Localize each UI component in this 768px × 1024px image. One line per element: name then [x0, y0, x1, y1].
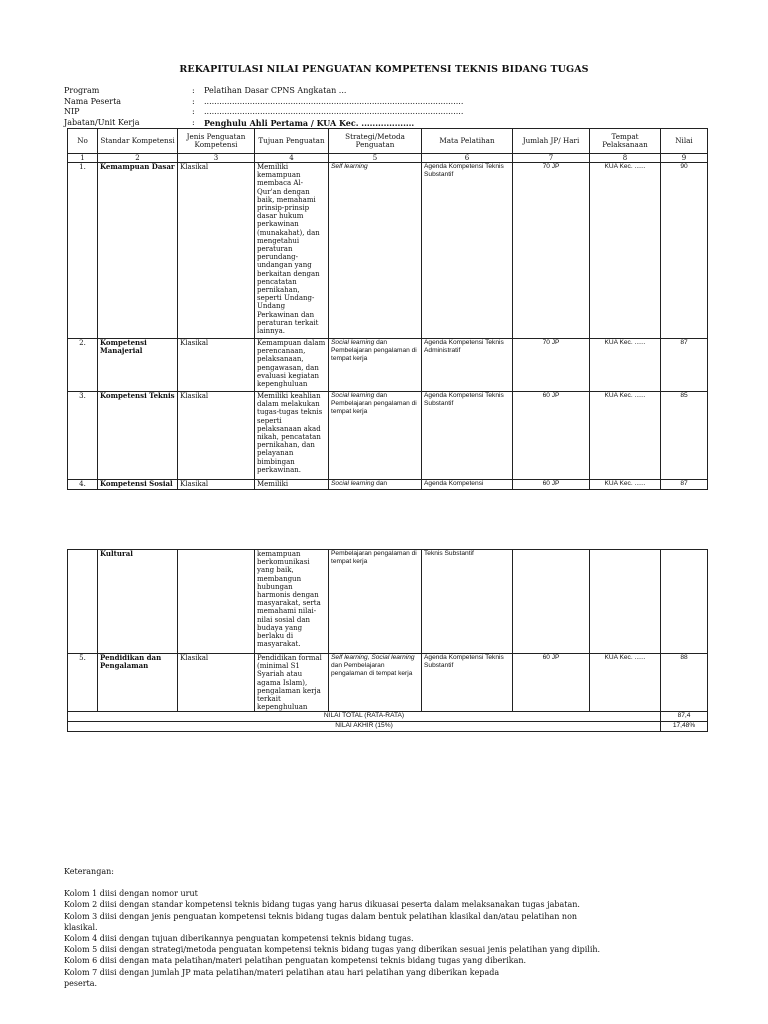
row-nilai: 87 [661, 480, 708, 490]
row-jp: 60 JP [513, 392, 590, 480]
header-row [68, 129, 708, 154]
strategi-italic: Social learning [331, 480, 375, 487]
total-value: 87,4 [661, 712, 708, 722]
row-nilai: 87 [661, 339, 708, 392]
col-header-nilai: Nilai [661, 129, 708, 154]
row-nilai: 85 [661, 392, 708, 480]
strategi-italic: Self learning, Social learning [331, 654, 415, 661]
row-standar: Kemampuan Dasar [98, 163, 178, 339]
row-standar: Kompetensi Manajerial [98, 339, 178, 392]
row-mata: Agenda Kompetensi [422, 480, 513, 490]
row-mata: Teknis Substantif [422, 550, 513, 654]
recap-table [67, 128, 708, 490]
table-row [68, 480, 708, 490]
recap-table-continued [67, 549, 708, 732]
notes-section [64, 866, 634, 989]
row-mata: Agenda Kompetensi Teknis Substantif [422, 163, 513, 339]
note-line: Kolom 3 diisi dengan jenis penguatan kompetensi teknis bidang tugas dalam bentuk pelatihan klasikal dan/atau pelatihan non [64, 911, 578, 921]
row-tempat: KUA Kec. ...... [590, 163, 661, 339]
row-standar: Kompetensi Sosial [98, 480, 178, 490]
meta-label: Jabatan/Unit Kerja [64, 117, 140, 127]
strategi-rest: dan [374, 480, 388, 487]
document-title: REKAPITULASI NILAI PENGUATAN KOMPETENSI TEKNIS BIDANG TUGAS [179, 64, 589, 75]
col-header-jenis: Jenis Penguatan Kompetensi [178, 129, 255, 154]
row-mata: Agenda Kompetensi Teknis Substantif [422, 654, 513, 712]
row-strategi [329, 163, 422, 339]
col-number: 6 [422, 154, 513, 163]
col-number: 2 [98, 154, 178, 163]
row-jenis: Klasikal [178, 339, 255, 392]
note-line: klasikal. [64, 922, 98, 932]
meta-value: Pelatihan Dasar CPNS Angkatan ... [204, 86, 347, 95]
row-tujuan: Memiliki [255, 480, 329, 490]
meta-row-nip [64, 107, 463, 118]
meta-value: Penghulu Ahli Pertama / KUA Kec. ................... [204, 117, 415, 128]
table-row [68, 339, 708, 392]
row-strategi [329, 550, 422, 654]
row-no: 2. [68, 339, 98, 392]
participant-info [64, 86, 463, 128]
strategi-italic: Social learning [331, 392, 375, 399]
row-jp: 70 JP [513, 163, 590, 339]
row-tempat: KUA Kec. ...... [590, 339, 661, 392]
table-row [68, 163, 708, 339]
row-tempat: KUA Kec. ...... [590, 392, 661, 480]
notes-heading: Keterangan: [64, 867, 114, 876]
strategi-italic: Self learning [331, 163, 368, 170]
col-number: 1 [68, 154, 98, 163]
meta-label: Nama Peserta [64, 96, 122, 106]
col-number: 7 [513, 154, 590, 163]
row-jp: 60 JP [513, 654, 590, 712]
row-strategi [329, 339, 422, 392]
col-header-no: No [68, 129, 98, 154]
note-line: Kolom 2 diisi dengan standar kompetensi teknis bidang tugas yang harus dikuasai peserta dalam melaksanakan tugas jabatan. [64, 900, 580, 910]
meta-colon: : [192, 96, 195, 106]
note-line: Kolom 1 diisi dengan nomor urut [64, 889, 198, 899]
col-number: 9 [661, 154, 708, 163]
row-tujuan: Memiliki keahlian dalam melakukan tugas-tugas teknis seperti pelaksanaan akad nikah, pencatatan pernikahan, dan pelayanan bimbingan perkawinan. [255, 392, 329, 480]
note-line: Kolom 5 diisi dengan strategi/metoda penguatan kompetensi teknis bidang tugas yang diberikan sesuai jenis pelatihan yang dipilih. [64, 945, 601, 955]
note-line: Kolom 7 diisi dengan jumlah JP mata pelatihan/materi pelatihan atau hari pelatihan yang diberikan kepada [64, 967, 500, 977]
row-standar: Kultural [98, 550, 178, 654]
meta-label: Program [64, 86, 100, 95]
row-no: 5. [68, 654, 98, 712]
row-jp: 60 JP [513, 480, 590, 490]
meta-colon: : [192, 107, 195, 116]
row-tujuan: Memiliki kemampuan membaca Al-Qur'an dengan baik, memahami prinsip-prinsip dasar hukum perkawinan (munakahat), dan mengetahui peraturan perundang-undangan yang berkaitan dengan pencatatan pernikahan, seperti Undang-Undang Perkawinan dan peraturan terkait lainnya. [255, 163, 329, 339]
row-mata: Agenda Kompetensi Teknis Substantif [422, 392, 513, 480]
meta-value: ...................................................................................................... [204, 107, 464, 116]
col-header-mata: Mata Pelatihan [422, 129, 513, 154]
meta-label: NIP [64, 107, 80, 116]
row-jenis: Klasikal [178, 480, 255, 490]
row-nilai [661, 550, 708, 654]
row-tempat: KUA Kec. ...... [590, 480, 661, 490]
strategi-rest: dan Pembelajaran pengalaman di tempat kerja [331, 339, 417, 362]
row-strategi [329, 654, 422, 712]
final-label: NILAI AKHIR (15%) [68, 722, 661, 732]
row-standar: Kompetensi Teknis [98, 392, 178, 480]
row-tujuan: kemampuan berkomunikasi yang baik, membangun hubungan harmonis dengan masyarakat, serta memahami nilai-nilai sosial dan budaya yang berlaku di masyarakat. [255, 550, 329, 654]
note-line: Kolom 4 diisi dengan tujuan diberikannya penguatan kompetensi teknis bidang tugas. [64, 934, 414, 944]
meta-colon: : [192, 86, 195, 95]
col-number: 5 [329, 154, 422, 163]
final-row [68, 722, 708, 732]
row-nilai: 88 [661, 654, 708, 712]
note-line: peserta. [64, 978, 98, 988]
table-row [68, 654, 708, 712]
row-jp [513, 550, 590, 654]
row-mata: Agenda Kompetensi Teknis Administratif [422, 339, 513, 392]
col-number: 4 [255, 154, 329, 163]
table-row [68, 550, 708, 654]
meta-row-program [64, 86, 463, 97]
row-no: 3. [68, 392, 98, 480]
meta-colon: : [192, 117, 195, 127]
col-number: 3 [178, 154, 255, 163]
col-header-tempat: Tempat Pelaksanaan [590, 129, 661, 154]
table-row [68, 392, 708, 480]
row-jenis: Klasikal [178, 654, 255, 712]
strategi-rest: dan Pembelajaran pengalaman di tempat kerja [331, 662, 413, 677]
meta-row-nama [64, 97, 463, 108]
row-jp: 70 JP [513, 339, 590, 392]
total-row [68, 712, 708, 722]
meta-row-jabatan [64, 118, 463, 129]
row-tempat: KUA Kec. ...... [590, 654, 661, 712]
row-jenis: Klasikal [178, 163, 255, 339]
col-header-tujuan: Tujuan Penguatan [255, 129, 329, 154]
col-number: 8 [590, 154, 661, 163]
row-strategi [329, 480, 422, 490]
row-no: 4. [68, 480, 98, 490]
row-jenis [178, 550, 255, 654]
meta-value: ...................................................................................................... [204, 96, 464, 106]
total-label: NILAI TOTAL (RATA-RATA) [68, 712, 661, 722]
row-no: 1. [68, 163, 98, 339]
strategi-rest: dan Pembelajaran pengalaman di tempat kerja [331, 392, 417, 415]
col-header-strategi: Strategi/Metoda Penguatan [329, 129, 422, 154]
row-tujuan: Pendidikan formal (minimal S1 Syariah atau agama Islam), pengalaman kerja terkait kepenghuluan [255, 654, 329, 712]
row-strategi [329, 392, 422, 480]
row-no [68, 550, 98, 654]
row-standar: Pendidikan dan Pengalaman [98, 654, 178, 712]
col-header-jp: Jumlah JP/ Hari [513, 129, 590, 154]
strategi-rest: Pembelajaran pengalaman di tempat kerja [331, 550, 417, 565]
strategi-italic: Social learning [331, 339, 375, 346]
note-line: Kolom 6 diisi dengan mata pelatihan/materi pelatihan penguatan kompetensi teknis bidang tugas yang diberikan. [64, 956, 527, 966]
col-header-standar: Standar Kompetensi [98, 129, 178, 154]
final-value: 17,48% [661, 722, 708, 732]
row-jenis: Klasikal [178, 392, 255, 480]
row-tujuan: Kemampuan dalam perencanaan, pelaksanaan, pengawasan, dan evaluasi kegiatan kepenghuluan [255, 339, 329, 392]
row-nilai: 90 [661, 163, 708, 339]
row-tempat [590, 550, 661, 654]
column-number-row [68, 154, 708, 163]
